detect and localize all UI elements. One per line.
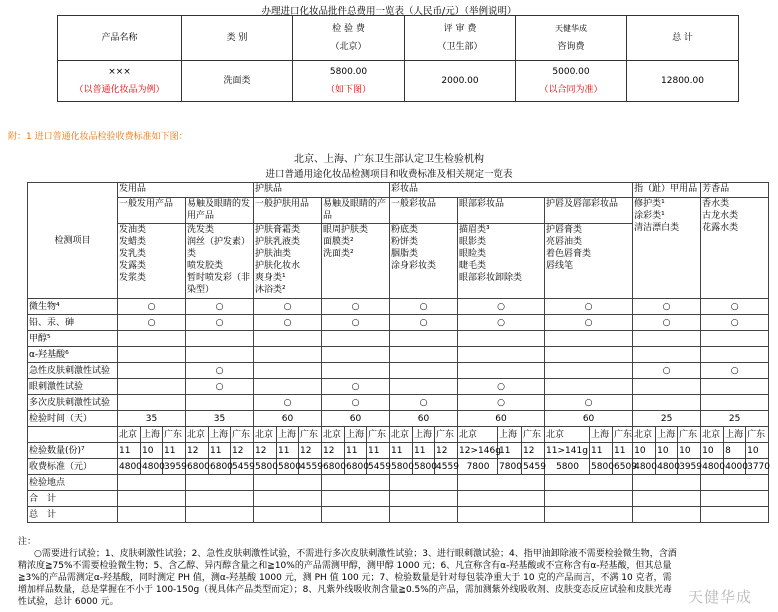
empty-cell (254, 363, 322, 379)
required-mark: ○ (186, 379, 254, 395)
product-type-list (390, 224, 458, 299)
empty-cell (545, 331, 633, 347)
empty-cell (118, 507, 186, 523)
days-value: 60 (322, 411, 390, 427)
empty-cell (390, 507, 458, 523)
cell-category: 洗面类 (182, 61, 293, 102)
product-type: 润丝（护发素）类 (187, 237, 251, 259)
review-fee-label: 评 审 费 (443, 24, 477, 34)
product-note: （以普通化妆品为例） (74, 85, 165, 95)
fee-value: 4800 (633, 459, 656, 475)
empty-cell (254, 507, 322, 523)
header-review-fee (405, 16, 516, 61)
quantity-value: 10 (701, 443, 724, 459)
empty-cell (118, 491, 186, 507)
column-header: 一般彩妆品 (390, 198, 458, 224)
inspection-fee-value: 5800.00 (329, 67, 368, 77)
city-header: 广东 (435, 427, 458, 443)
product-type: 面膜类² (323, 237, 354, 247)
empty-cell (118, 347, 186, 363)
days-value: 60 (390, 411, 458, 427)
empty-cell (254, 379, 322, 395)
empty-cell (545, 363, 633, 379)
empty-cell (254, 491, 322, 507)
empty-cell (118, 395, 186, 411)
test-item-label: α-羟基酸⁶ (28, 347, 118, 363)
empty-cell (322, 363, 390, 379)
quantity-value: 12 (186, 443, 209, 459)
fee-value: 5800 (390, 459, 413, 475)
matrix-title: 北京、上海、广东卫生部认定卫生检验机构 (294, 154, 484, 165)
product-type: 护肤油类 (255, 249, 292, 259)
required-mark: ○ (254, 395, 322, 411)
header-category: 类 别 (182, 16, 293, 61)
fee-value: 5800 (413, 459, 435, 475)
required-mark: ○ (186, 299, 254, 315)
fee-value: 5800 (254, 459, 277, 475)
empty-cell (390, 331, 458, 347)
group-header: 彩妆品 (390, 183, 633, 198)
header-product-name: 产品名称 (58, 16, 182, 61)
cell-product-name (58, 61, 182, 102)
required-mark: ○ (254, 315, 322, 331)
fee-value: 5800 (277, 459, 299, 475)
cell-review-fee: 2000.00 (405, 61, 516, 102)
product-type: 护唇膏类 (546, 225, 583, 235)
product-type: 暂时喷发彩（非染型） (187, 273, 251, 295)
required-mark: ○ (322, 299, 390, 315)
empty-cell (545, 347, 633, 363)
quantity-value: 11 (613, 443, 633, 459)
quantity-value: 12 (299, 443, 322, 459)
required-mark: ○ (322, 379, 390, 395)
required-mark: ○ (458, 395, 545, 411)
product-type-list (186, 224, 254, 299)
consult-fee-label: 咨询费 (557, 42, 585, 52)
empty-cell (458, 475, 545, 491)
city-header: 广东 (299, 427, 322, 443)
quantity-value: 11 (498, 443, 522, 459)
product-type-list (322, 224, 390, 299)
city-header: 上海 (590, 427, 613, 443)
city-header: 上海 (209, 427, 231, 443)
city-header: 北京 (186, 427, 209, 443)
empty-cell (701, 475, 769, 491)
city-header: 上海 (277, 427, 299, 443)
city-header: 广东 (678, 427, 701, 443)
city-header: 北京 (458, 427, 498, 443)
empty-cell (458, 491, 545, 507)
product-type: 发油类 (119, 225, 147, 235)
city-header: 北京 (545, 427, 590, 443)
test-item-label: 铅、汞、砷 (28, 315, 118, 331)
watermark-logo: 天健华成 (688, 588, 753, 606)
city-header: 北京 (118, 427, 141, 443)
column-header: 护唇及唇部彩妆品 (545, 198, 633, 224)
empty-cell (545, 507, 633, 523)
city-header: 北京 (701, 427, 724, 443)
review-fee-sub: （卫生部） (437, 42, 483, 52)
city-header: 上海 (141, 427, 163, 443)
product-type: 眼影类 (459, 237, 487, 247)
empty-cell (701, 507, 769, 523)
quantity-value: 11 (163, 443, 186, 459)
fee-value: 4800 (656, 459, 678, 475)
empty-cell (633, 395, 701, 411)
quantity-value: 10 (656, 443, 678, 459)
product-type: 发露类 (119, 261, 147, 271)
extra-row-label: 总 计 (28, 507, 118, 523)
product-type: 涂身彩妆类 (391, 261, 437, 271)
product-type: 洗面类² (323, 249, 354, 259)
summary-table (57, 15, 739, 102)
product-type: 涂彩类¹ (634, 211, 665, 221)
product-type-list (458, 224, 545, 299)
extra-row-label: 检验地点 (28, 475, 118, 491)
quantity-label: 检验数量(份)⁷ (28, 443, 118, 459)
required-mark: ○ (390, 299, 458, 315)
empty-cell (118, 331, 186, 347)
product-type: 护肤化妆水 (255, 261, 301, 271)
empty-cell (458, 347, 545, 363)
required-mark: ○ (633, 315, 701, 331)
quantity-value: 11 (390, 443, 413, 459)
empty-cell (118, 475, 186, 491)
quantity-value: 10 (678, 443, 701, 459)
required-mark: ○ (701, 299, 769, 315)
product-type: 喷发胶类 (187, 261, 224, 271)
fee-value: 6800 (186, 459, 209, 475)
fee-value: 7800 (498, 459, 522, 475)
test-item-label: 急性皮肤刺激性试验 (28, 363, 118, 379)
city-header: 广东 (746, 427, 769, 443)
days-value: 25 (633, 411, 701, 427)
group-header: 芳香品 (701, 183, 769, 198)
quantity-value: 11 (345, 443, 367, 459)
empty-cell (322, 331, 390, 347)
quantity-value: 11 (413, 443, 435, 459)
fee-value: 5800 (590, 459, 613, 475)
days-value: 35 (118, 411, 186, 427)
quantity-value: 11 (277, 443, 299, 459)
header-total: 总 计 (627, 16, 739, 61)
product-type: 胭脂类 (391, 249, 419, 259)
consult-note: （以合同为准） (539, 85, 603, 95)
summary-title: 办理进口化妆品批件总费用一览表（人民币/元）（举例说明） (261, 6, 517, 17)
inspection-fee-sub: （北京） (330, 42, 367, 52)
column-header: 易触及眼睛的产品 (322, 198, 390, 224)
empty-cell (186, 331, 254, 347)
empty-cell (701, 395, 769, 411)
empty-cell (186, 347, 254, 363)
required-mark: ○ (322, 395, 390, 411)
city-label-blank (28, 427, 118, 443)
quantity-value: 11 (118, 443, 141, 459)
empty-cell (701, 331, 769, 347)
quantity-value: 11 (209, 443, 231, 459)
empty-cell (633, 347, 701, 363)
empty-cell (186, 475, 254, 491)
required-mark: ○ (458, 299, 545, 315)
product-type: 清洁漂白类 (634, 223, 680, 233)
city-header: 北京 (633, 427, 656, 443)
empty-cell (322, 347, 390, 363)
empty-cell (186, 491, 254, 507)
empty-cell (701, 379, 769, 395)
city-header: 广东 (613, 427, 633, 443)
quantity-value: 12>146g (458, 443, 498, 459)
notes-text: ○需要进行试验；1、皮肤刺激性试验；2、急性皮肤刺激性试验，不需进行多次皮肤刺激性试验；3、进行眼刺激试验；4、指甲油卸除液不需要检验微生物，含酒精浓度≧75%不需要检验微生物；5、含乙醇、异丙醇含量之和≧10%的产品需测甲醇，测甲醇 1000 元；6、凡宣称含有α-羟基酸或不宣称含有α-羟基酸，但其总量≧3%的产品需测定α-羟基酸，同时测定 PH 值，测α-羟基酸 1000 元，测 PH 值 100 元；7、检验数量是针对每包装净重大于 10 克的产品而言，不满 10 克者，需增加样品数量，总是掌握在不小于 100-150g（视具体产品类型而定）；8、凡紫外线吸收剂含量≧0.5%的产品，需加测紫外线吸收剂、皮肤变态反应试验和皮肤光毒性试验，总计 6000 元。 (18, 549, 677, 607)
inspection-fee-label: 检 验 费 (332, 24, 365, 34)
quantity-value: 11 (367, 443, 390, 459)
city-header: 上海 (656, 427, 678, 443)
product-type-list (254, 224, 322, 299)
empty-cell (545, 379, 633, 395)
empty-cell (633, 379, 701, 395)
notes (18, 536, 678, 608)
group-header: 指（趾）甲用品 (633, 183, 701, 198)
corner-label: 检测项目 (28, 183, 118, 299)
required-mark: ○ (633, 363, 701, 379)
required-mark: ○ (390, 395, 458, 411)
empty-cell (254, 475, 322, 491)
fee-value: 6800 (345, 459, 367, 475)
product-type: 花露水类 (702, 223, 739, 233)
empty-cell (545, 491, 633, 507)
empty-cell (633, 491, 701, 507)
empty-cell (701, 347, 769, 363)
fee-value: 5459 (231, 459, 254, 475)
consult-fee-value: 5000.00 (552, 67, 590, 77)
city-header: 上海 (345, 427, 367, 443)
empty-cell (322, 475, 390, 491)
days-label: 检验时间（天） (28, 411, 118, 427)
test-item-label: 甲醇⁵ (28, 331, 118, 347)
fee-value: 6800 (209, 459, 231, 475)
product-name: ××× (108, 67, 131, 77)
empty-cell (701, 491, 769, 507)
product-type: 古龙水类 (702, 211, 739, 221)
quantity-value: 11>141g (545, 443, 590, 459)
product-type: 唇线笔 (546, 261, 574, 271)
empty-cell (390, 363, 458, 379)
extra-row-label: 合 计 (28, 491, 118, 507)
empty-cell (633, 507, 701, 523)
empty-cell (633, 475, 701, 491)
product-type-list (118, 224, 186, 299)
empty-cell (458, 331, 545, 347)
fee-value: 7800 (458, 459, 498, 475)
city-header: 北京 (322, 427, 345, 443)
fee-value: 3770 (746, 459, 769, 475)
empty-cell (390, 347, 458, 363)
fee-value: 4000 (724, 459, 746, 475)
city-header: 上海 (498, 427, 522, 443)
required-mark: ○ (186, 315, 254, 331)
appendix-label: 附：1 进口普通化妆品检验收费标准如下图： (8, 132, 188, 142)
product-type: 描眉类³ (459, 225, 490, 235)
empty-cell (458, 507, 545, 523)
empty-cell (118, 363, 186, 379)
quantity-value: 12 (435, 443, 458, 459)
empty-cell (633, 331, 701, 347)
fee-value: 6800 (322, 459, 345, 475)
days-value: 60 (458, 411, 545, 427)
fee-value: 6509 (613, 459, 633, 475)
empty-cell (390, 379, 458, 395)
cell-total: 12800.00 (627, 61, 739, 102)
empty-cell (254, 347, 322, 363)
required-mark: ○ (118, 315, 186, 331)
city-header: 北京 (390, 427, 413, 443)
column-header: 眼部彩妆品 (458, 198, 545, 224)
column-header: 一般发用产品 (118, 198, 186, 224)
consult-brand: 天健华成 (555, 24, 587, 33)
product-type: 眼睑类 (459, 249, 487, 259)
fee-value: 5800 (545, 459, 590, 475)
cell-consult-fee (516, 61, 627, 102)
required-mark: ○ (701, 363, 769, 379)
product-type: 沐浴类² (255, 285, 286, 295)
quantity-value: 12 (254, 443, 277, 459)
product-type: 粉饼类 (391, 237, 419, 247)
required-mark: ○ (118, 299, 186, 315)
city-header: 北京 (254, 427, 277, 443)
product-type-list (633, 198, 701, 299)
days-value: 60 (545, 411, 633, 427)
product-type: 发乳类 (119, 249, 147, 259)
product-type-list (701, 198, 769, 299)
city-header: 上海 (724, 427, 746, 443)
empty-cell (254, 331, 322, 347)
required-mark: ○ (254, 299, 322, 315)
group-header: 发用品 (118, 183, 254, 198)
days-value: 60 (254, 411, 322, 427)
inspection-note: （如下图） (325, 85, 371, 95)
product-type: 睫毛类 (459, 261, 487, 271)
empty-cell (322, 491, 390, 507)
empty-cell (390, 491, 458, 507)
product-type: 护肤膏霜类 (255, 225, 301, 235)
group-header: 护肤品 (254, 183, 390, 198)
required-mark: ○ (390, 315, 458, 331)
column-header: 一般护肤用品 (254, 198, 322, 224)
product-type: 亮唇油类 (546, 237, 583, 247)
header-inspection-fee (293, 16, 405, 61)
required-mark: ○ (322, 315, 390, 331)
days-value: 25 (701, 411, 769, 427)
test-item-label: 多次皮肤刺激性试验 (28, 395, 118, 411)
quantity-value: 10 (141, 443, 163, 459)
product-type: 发浆类 (119, 273, 147, 283)
fee-value: 3959 (678, 459, 701, 475)
fee-label: 收费标准（元） (28, 459, 118, 475)
quantity-value: 11 (590, 443, 613, 459)
product-type: 粉底类 (391, 225, 419, 235)
product-type: 眼周护肤类 (323, 225, 369, 235)
required-mark: ○ (701, 315, 769, 331)
fee-value: 3959 (163, 459, 186, 475)
test-item-label: 微生物⁴ (28, 299, 118, 315)
city-header: 上海 (413, 427, 435, 443)
cell-inspection-fee (293, 61, 405, 102)
product-type: 爽身类¹ (255, 273, 286, 283)
product-type: 护肤乳液类 (255, 237, 301, 247)
test-item-label: 眼刺激性试验 (28, 379, 118, 395)
empty-cell (390, 475, 458, 491)
product-type: 眼部彩妆卸除类 (459, 273, 523, 283)
product-type: 香水类 (702, 199, 730, 209)
required-mark: ○ (633, 299, 701, 315)
fee-value: 5459 (367, 459, 390, 475)
header-consult-fee (516, 16, 627, 61)
required-mark: ○ (458, 315, 545, 331)
empty-cell (118, 379, 186, 395)
product-type: 洗发类 (187, 225, 215, 235)
fee-value: 4559 (299, 459, 322, 475)
empty-cell (545, 475, 633, 491)
quantity-value: 10 (746, 443, 769, 459)
quantity-value: 10 (633, 443, 656, 459)
required-mark: ○ (186, 363, 254, 379)
city-header: 广东 (163, 427, 186, 443)
fee-matrix-table (27, 182, 769, 523)
product-type: 发蜡类 (119, 237, 147, 247)
city-header: 广东 (367, 427, 390, 443)
quantity-value: 12 (231, 443, 254, 459)
product-type: 修护类¹ (634, 199, 665, 209)
fee-value: 4800 (701, 459, 724, 475)
quantity-value: 12 (322, 443, 345, 459)
product-type: 着色唇膏类 (546, 249, 592, 259)
empty-cell (186, 395, 254, 411)
fee-value: 5459 (522, 459, 545, 475)
quantity-value: 12 (522, 443, 545, 459)
empty-cell (186, 507, 254, 523)
quantity-value: 8 (724, 443, 746, 459)
matrix-subtitle: 进口普通用途化妆品检测项目和收费标准及相关规定一览表 (265, 169, 513, 180)
city-header: 广东 (522, 427, 545, 443)
required-mark: ○ (545, 315, 633, 331)
fee-value: 4800 (118, 459, 141, 475)
empty-cell (458, 363, 545, 379)
city-header: 广东 (231, 427, 254, 443)
column-header: 易触及眼睛的发用产品 (186, 198, 254, 224)
required-mark: ○ (545, 299, 633, 315)
days-value: 35 (186, 411, 254, 427)
empty-cell (322, 507, 390, 523)
required-mark: ○ (545, 395, 633, 411)
notes-heading: 注： (18, 537, 37, 547)
required-mark: ○ (458, 379, 545, 395)
product-type-list (545, 224, 633, 299)
fee-value: 4559 (435, 459, 458, 475)
fee-value: 4800 (141, 459, 163, 475)
